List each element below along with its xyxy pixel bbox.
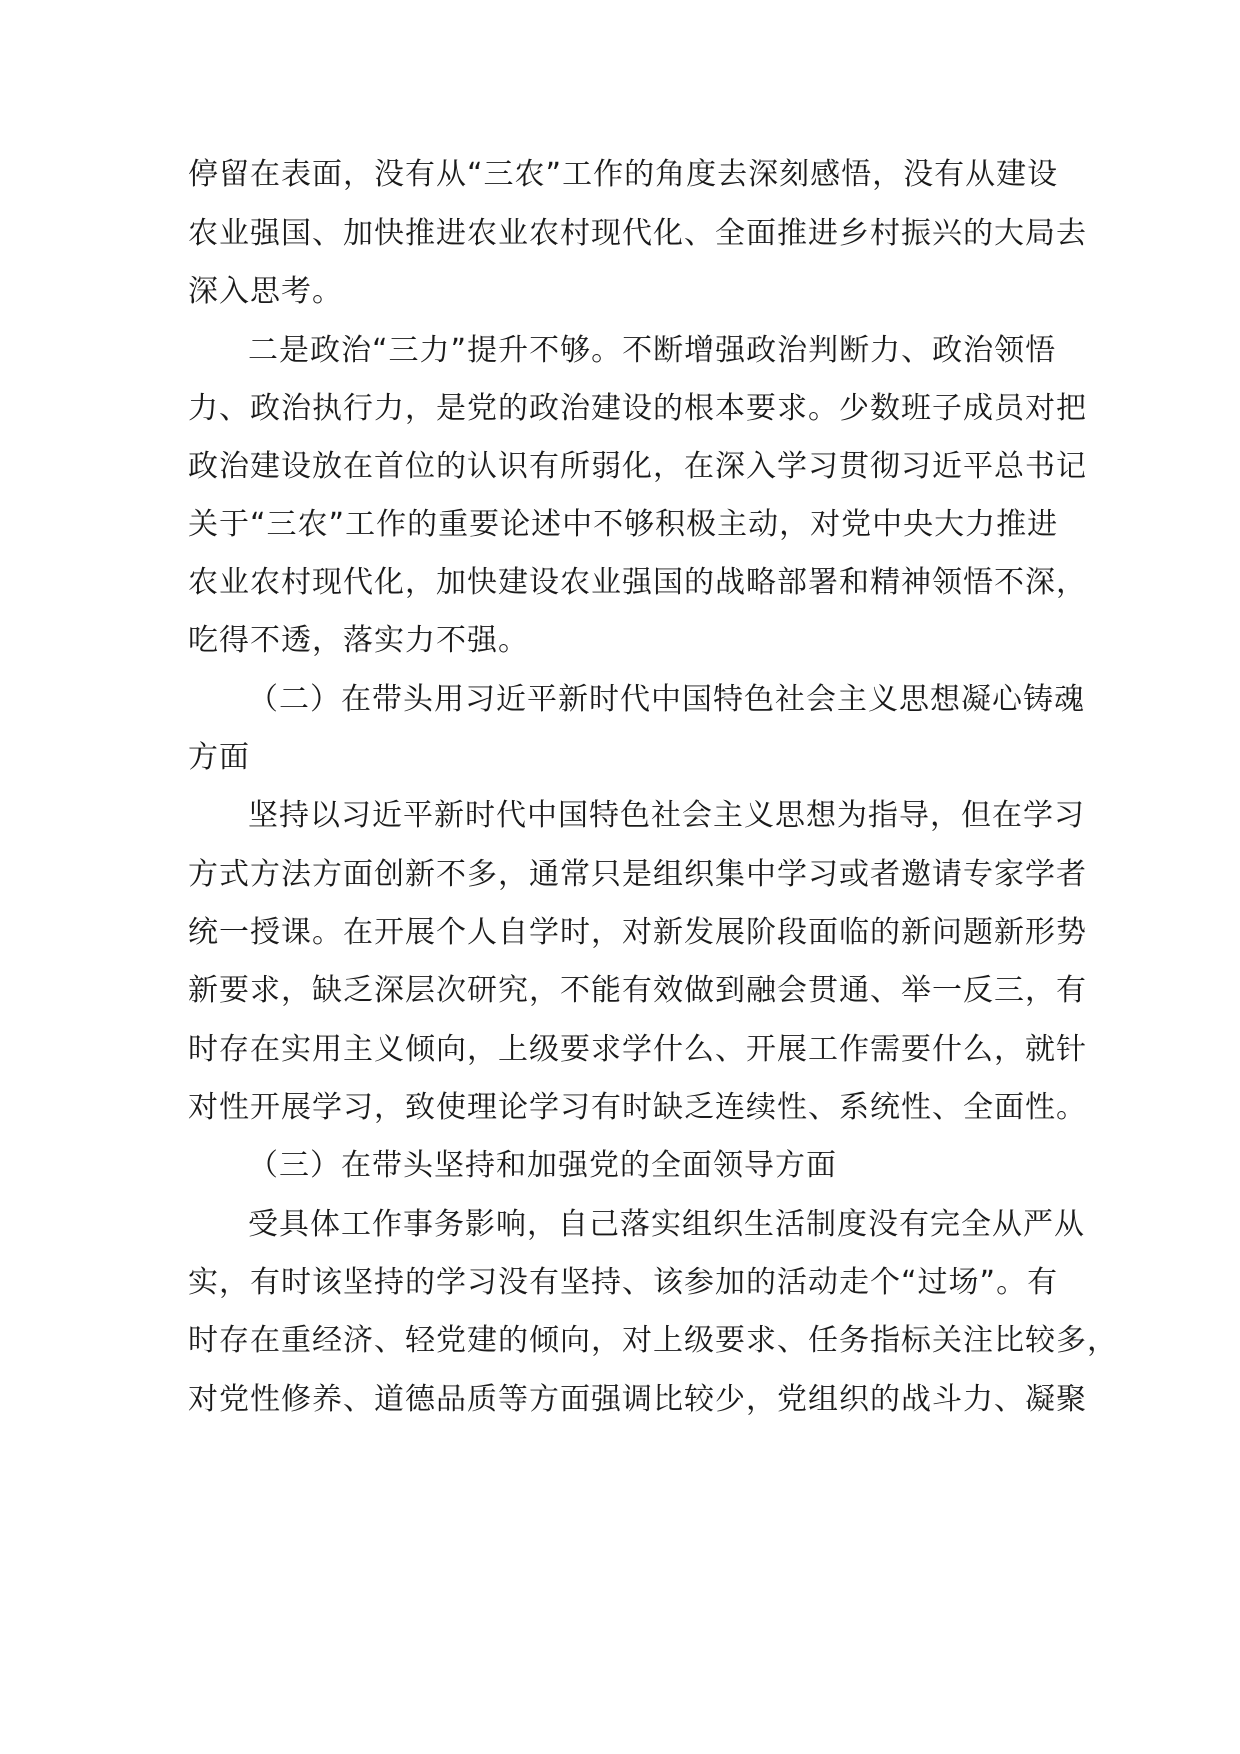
text-line: 时存在重经济、轻党建的倾向，对上级要求、任务指标关注比较多， xyxy=(188,1323,1118,1358)
text-line: 停留在表面，没有从“三农”工作的角度去深刻感悟，没有从建设 xyxy=(188,157,1059,192)
text-line: 新要求，缺乏深层次研究，不能有效做到融会贯通、举一反三，有 xyxy=(188,973,1087,1008)
text-line: 对党性修养、道德品质等方面强调比较少，党组织的战斗力、凝聚 xyxy=(188,1382,1087,1417)
text-line: 统一授课。在开展个人自学时，对新发展阶段面临的新问题新形势 xyxy=(188,915,1087,950)
text-line: 方式方法方面创新不多，通常只是组织集中学习或者邀请专家学者 xyxy=(188,857,1087,892)
text-line: 农业强国、加快推进农业农村现代化、全面推进乡村振兴的大局去 xyxy=(188,216,1087,251)
text-line: 政治建设放在首位的认识有所弱化，在深入学习贯彻习近平总书记 xyxy=(188,449,1087,484)
section-heading-line: （二）在带头用习近平新时代中国特色社会主义思想凝心铸魂 xyxy=(248,682,1085,717)
section-heading-line: （三）在带头坚持和加强党的全面领导方面 xyxy=(248,1148,837,1183)
text-line: 对性开展学习，致使理论学习有时缺乏连续性、系统性、全面性。 xyxy=(188,1090,1087,1125)
text-line: 农业农村现代化，加快建设农业强国的战略部署和精神领悟不深， xyxy=(188,565,1087,600)
text-line: 吃得不透，落实力不强。 xyxy=(188,623,529,658)
text-line: 力、政治执行力，是党的政治建设的根本要求。少数班子成员对把 xyxy=(188,391,1087,426)
section-heading-line: 方面 xyxy=(188,740,250,775)
paragraph-start-line: 坚持以习近平新时代中国特色社会主义思想为指导，但在学习 xyxy=(248,798,1085,833)
paragraph-start-line: 受具体工作事务影响，自己落实组织生活制度没有完全从严从 xyxy=(248,1207,1085,1242)
text-line: 时存在实用主义倾向，上级要求学什么、开展工作需要什么，就针 xyxy=(188,1032,1087,1067)
paragraph-start-line: 二是政治“三力”提升不够。不断增强政治判断力、政治领悟 xyxy=(248,333,1057,368)
text-line: 深入思考。 xyxy=(188,274,343,309)
text-line: 实，有时该坚持的学习没有坚持、该参加的活动走个“过场”。有 xyxy=(188,1265,1059,1300)
text-line: 关于“三农”工作的重要论述中不够积极主动，对党中央大力推进 xyxy=(188,507,1059,542)
